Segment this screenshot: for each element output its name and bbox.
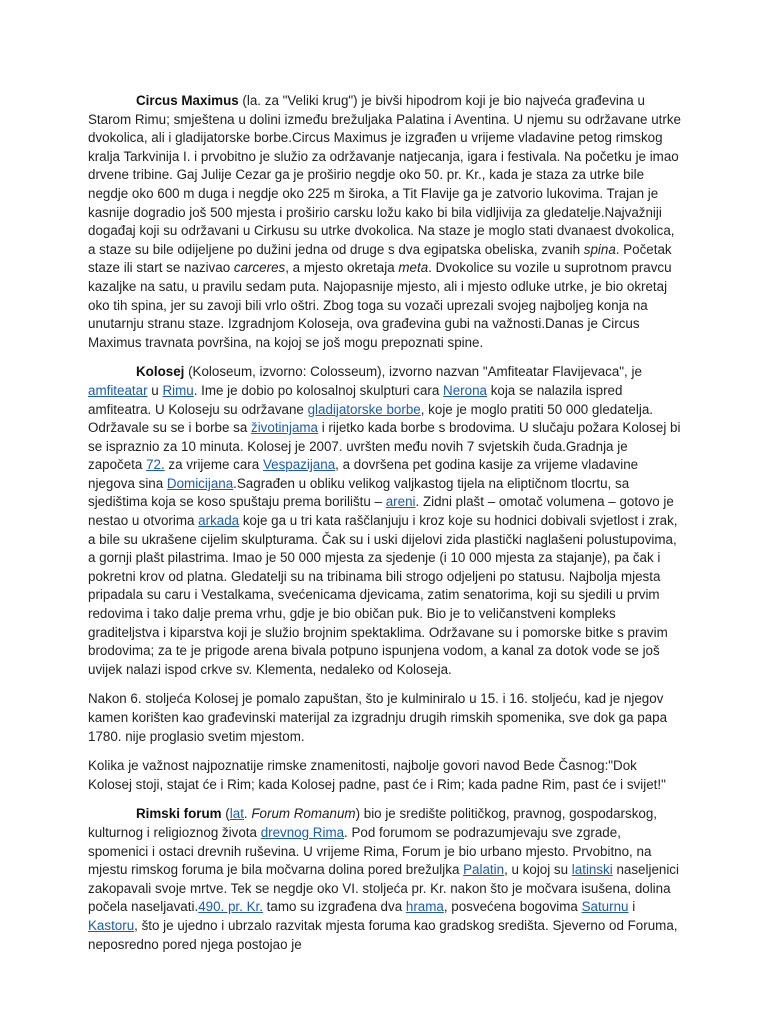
paragraph-kolosej bbox=[88, 363, 682, 679]
paragraph-rimski-forum bbox=[88, 805, 682, 954]
text: , koje je moglo pratiti 50 000 gledatelja. Održavale su se i borbe sa bbox=[88, 401, 653, 436]
text: i bbox=[628, 899, 636, 915]
link-72[interactable]: 72. bbox=[146, 457, 165, 473]
link-gladijatorske-borbe[interactable]: gladijatorske borbe bbox=[307, 401, 421, 417]
italic-term: spina bbox=[583, 241, 616, 257]
text: tamo su izgrađena dva bbox=[262, 899, 406, 915]
link-490-pr-kr[interactable]: 490. pr. Kr. bbox=[198, 899, 263, 915]
paragraph-beda-quote: Kolika je važnost najpoznatije rimske znamenitosti, najbolje govori navod Bede Časnog:"Dok Kolosej stoji, stajat će i Rim; kada Kolosej padne, past će i Rim; kada padne Rim, past će i svijet!" bbox=[88, 758, 666, 792]
italic-term: carceres bbox=[233, 260, 286, 276]
paragraph-circus-maximus bbox=[88, 92, 682, 352]
text: . Zidni plašt – omotač volumena – gotovo je nestao u otvorima bbox=[88, 494, 674, 529]
link-drevnog-rima[interactable]: drevnog Rima bbox=[260, 824, 345, 840]
text: , u kojoj su bbox=[504, 862, 572, 878]
text: . Dvokolice su vozile u suprotnom pravcu kazaljke na satu, u pravilu sedam puta. Najopasnije mjesto, ali i mjesto odluke utrke, je bio okretaj oko tih spina, jer su zavoji bili vrlo oštri. Zbog toga su vozači uprezali svojeg najboljeg konja na unutarnju stranu staze. Izgradnjom Koloseja, ova građevina gubi na važnosti.Danas je Circus Maximus travnata površina, na kojoj se još mogu prepoznati spine. bbox=[88, 260, 672, 350]
text: koja se nalazila ispred amfiteatra. U Koloseju su održavane bbox=[88, 382, 623, 417]
link-areni[interactable]: areni bbox=[385, 494, 416, 510]
text: . Pod forumom se podrazumjevaju sve zgrade, spomenici i ostaci drevnih ruševina. U vrijeme Rima, Forum je bio urbano mjesto. Prvobitno, na mjestu rimskog foruma je bila močvarna dolina pored brežuljka bbox=[88, 824, 652, 878]
term-kolosej: Kolosej bbox=[136, 364, 185, 380]
text: , posvećena bogovima bbox=[443, 899, 582, 915]
link-arkada[interactable]: arkada bbox=[198, 513, 240, 529]
paragraph-kolosej-history: Nakon 6. stoljeća Kolosej je pomalo zapuštan, što je kulminiralo u 15. i 16. stoljeću, kad je njegov kamen korišten kao građevinski materijal za izgradnju drugih rimskih spomenika, sve dok ga papa 1780. nije proglasio svetim mjestom. bbox=[88, 691, 668, 744]
link-zivotinjama[interactable]: životinjama bbox=[251, 420, 318, 436]
term-rimski-forum: Rimski forum bbox=[136, 806, 222, 822]
link-amfiteatar[interactable]: amfiteatar bbox=[88, 382, 148, 398]
text: , a mjesto okretaja bbox=[285, 260, 399, 276]
text: (la. za "Veliki krug") je bivši hipodrom koji je bio najveća građevina u Starom Rimu; smještena u dolini između brežuljaka Palatina i Aventina. U njemu su održavane utrke dvokolica, ali i gladijatorske borbe.Circus Maximus je izgrađen u vrijeme vladavine petog rimskog kralja Tarkvinija I. i prvobitno je služio za održavanje natjecanja, igara i festivala. Na početku je imao drvene tribine. Gaj Julije Cezar ga je proširio negdje oko 50. pr. Kr., kada je staza za utrke bile negdje oko 600 m duga i negdje oko 225 m široka, a Tit Flavije ga je zatvorio lukovima. Trajan je kasnije dogradio još 500 mjesta i proširio carsku ložu kako bi bila vidljivija za gledatelje.Najvažniji događaj koji su održavani u Cirkusu su utrke dvokolica. Na staze je moglo stati dvanaest dvokolica, a staze su bile odijeljene po dužini jedna od druge s dva egipatska obeliska, zvanih bbox=[88, 93, 681, 257]
link-nerona[interactable]: Nerona bbox=[443, 382, 487, 398]
text: koje ga u tri kata raščlanjuju i kroz koje su hodnici dobivali svjetlost i zrak, a bile su ukrašene cijelim skulpturama. Čak su i uski dijelovi zida plastički naglašeni polustupovima, a gornji plašt pilastrima. Imao je 50 000 mjesta za sjedenje (i 10 000 mjesta za stajanje), pa čak i pokretni krov od platna. Gledatelji su na tribinama bili strogo odjeljeni po statusu. Najbolja mjesta pripadala su caru i Vestalkama, svećenicama djevicama, zatim senatorima, koji su sjedili u prvim redovima i tako dalje prema vrhu, gdje je bio običan puk. Bio je to veličanstveni kompleks graditeljstva i kiparstva koji je služio brojnim spektaklima. Održavane su i pomorske bitke s pravim brodovima; za te je prigode arena bivala potpuno ispunjena vodom, a kanal za dotok vode se još uvijek nalazi ispod crkve sv. Klementa, nedaleko od Koloseja. bbox=[88, 513, 678, 677]
italic-term: meta bbox=[398, 260, 429, 276]
text: . Ime je dobio po kolosalnoj skulpturi cara bbox=[193, 382, 444, 398]
link-lat[interactable]: lat bbox=[229, 806, 244, 822]
link-latinski[interactable]: latinski bbox=[571, 862, 613, 878]
link-vespazijana[interactable]: Vespazijana bbox=[262, 457, 336, 473]
text: ( bbox=[221, 806, 230, 822]
text: , a dovršena pet godina kasije za vrijeme vladavine njegova sina bbox=[88, 457, 639, 491]
text: .Sagrađen u obliku velikog valjkastog tijela na eliptičnom tlocrtu, sa sjedištima koja se koso spuštaju prema borilištu – bbox=[88, 475, 630, 510]
link-rimu[interactable]: Rimu bbox=[162, 382, 194, 398]
link-palatin[interactable]: Palatin bbox=[463, 862, 505, 878]
term-circus-maximus: Circus Maximus bbox=[136, 93, 239, 108]
link-saturnu[interactable]: Saturnu bbox=[581, 899, 629, 915]
text: ) bio je središte političkog, pravnog, gospodarskog, kulturnog i religioznog života bbox=[88, 806, 658, 840]
link-hrama[interactable]: hrama bbox=[405, 899, 444, 915]
text: . Početak staze ili start se nazivao bbox=[88, 241, 672, 276]
text: u bbox=[147, 382, 163, 398]
text: . bbox=[243, 806, 252, 822]
text: naseljenici zakopavali svoje mrtve. Tek se negdje oko VI. stoljeća pr. Kr. nakon što je močvara isušena, dolina počela naseljavati. bbox=[88, 862, 679, 915]
italic-term: Forum Romanum bbox=[251, 806, 356, 822]
text: za vrijeme cara bbox=[164, 457, 263, 473]
link-domicijana[interactable]: Domicijana bbox=[166, 475, 234, 491]
text: , što je ujedno i ubrzalo razvitak mjesta foruma kao gradskog središta. Sjeverno od Foruma, neposredno pored njega postojao je bbox=[88, 917, 678, 952]
link-kastoru[interactable]: Kastoru bbox=[88, 917, 135, 933]
text: (Koloseum, izvorno: Colosseum), izvorno nazvan "Amfiteatar Flavijevaca", je bbox=[184, 364, 642, 380]
text: i rijetko kada borbe s brodovima. U slučaju požara Kolosej bi se ispraznio za 10 minuta. Kolosej je 2007. uvršten među novih 7 svjetskih čuda.Gradnja je započeta bbox=[88, 420, 681, 473]
